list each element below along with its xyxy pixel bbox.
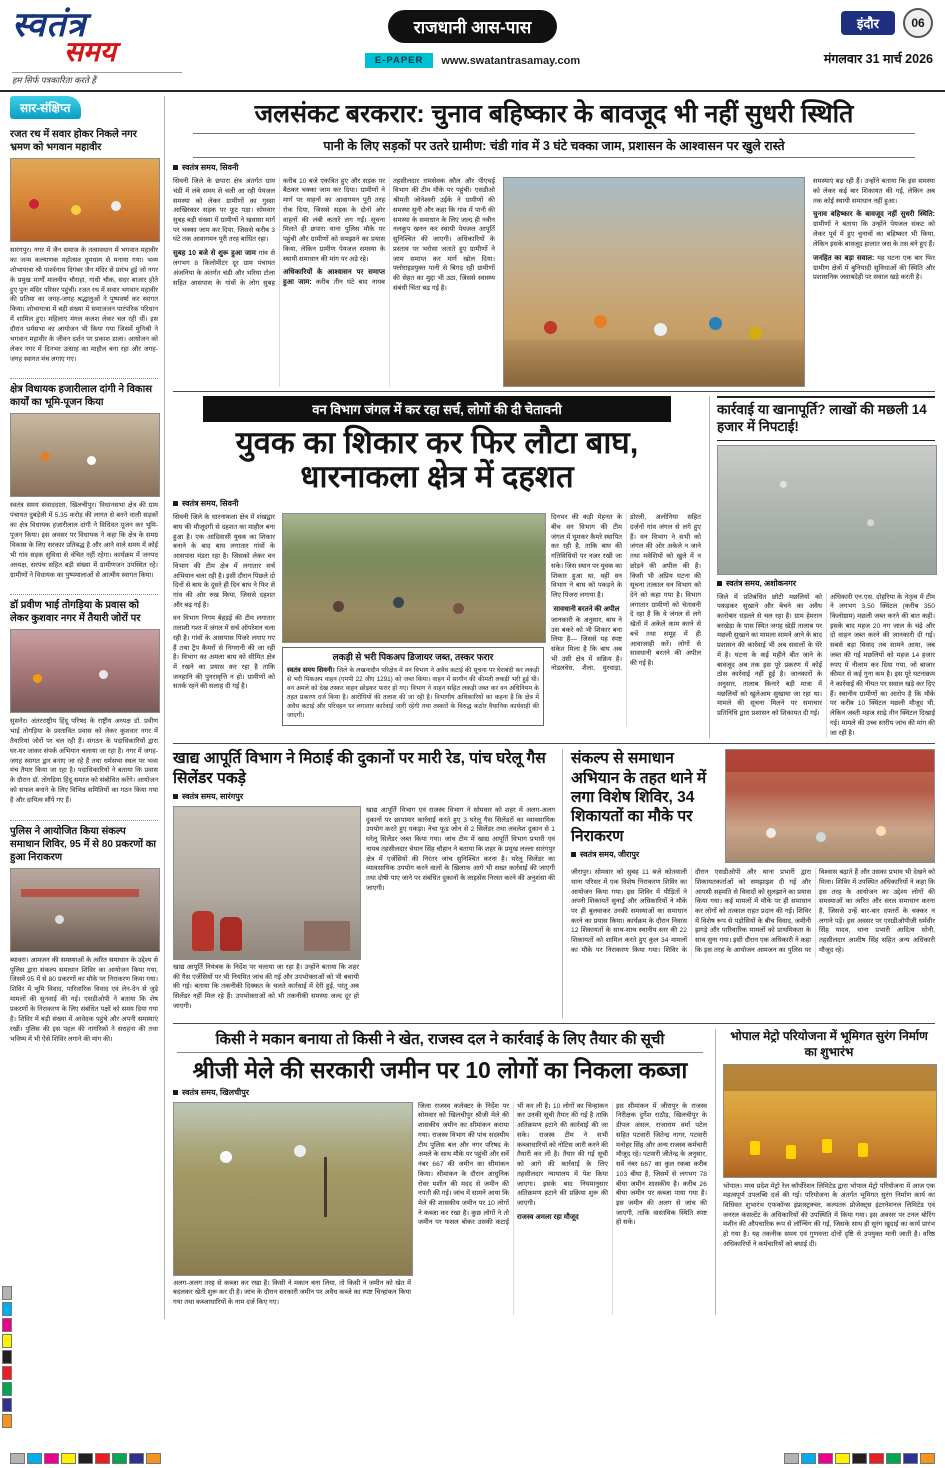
logo-line1: स्वतंत्र — [12, 6, 87, 44]
color-mark — [112, 1453, 127, 1464]
article-paragraph: सिवनी जिले के छपारा क्षेत्र अंतर्गत ग्राम चंडी में लंबे समय से चली आ रही पेयजल समस्या को लेकर ग्रामीणों का गुस्सा आखिरकार सड़क पर फूट पड़ा। सोमवार सुबह बड़ी संख्या में ग्रामीणों ने खवासा मार्ग पर चक्का जाम कर दिया, जिससे करीब 3 घंटे तक आवागमन पूरी तरह बाधित रहा। — [173, 177, 275, 244]
color-mark — [2, 1286, 12, 1300]
color-mark — [835, 1453, 850, 1464]
article-headline: कार्रवाई या खानापूर्ति? लाखों की मछली 14 हजार में निपटाई! — [717, 396, 935, 441]
photo-police-camp — [10, 868, 160, 952]
article-paragraph: अलग-अलग तरह से कब्जा कर रखा है। किसी ने मकान बना लिया, तो किसी ने जमीन को खेत में बदलकर खेती शुरू कर दी है। जांच के दौरान सरकारी जमीन पर अवैध कब्जे का स्पष्ट चिन्हांकन किया गया तथा कब्जाधारियों के नाम दर्ज किए गए। — [173, 1279, 411, 1307]
sidebar-headline: क्षेत्र विधायक हजारीलाल दांगी ने विकास कार्यों का भूमि-पूजन किया — [10, 384, 152, 409]
color-mark — [2, 1334, 12, 1348]
sidebar-body: स्वतंत्र समय संवाददाता, खिलचीपुर। विधानसभा क्षेत्र की ग्राम पंचायत दुबड़ेली में 5.35 करोड़ की लागत से बनने वाली सड़कों का क्षेत्र विधायक हजारीलाल दांगी ने विधिवत पूजन कर भूमि-पूजन किया। इस अवसर पर विधायक ने कहा कि क्षेत्र के समग्र विकास के लिए सरकार प्रतिबद्ध है और आने वाले समय में कोई भी गांव सड़क सुविधा से वंचित नहीं रहेगा। कार्यक्रम में जनपद अध्यक्ष, सरपंच सहित बड़ी संख्या में ग्रामीणजन उपस्थित रहे। ग्रामीणों ने विधायक का पुष्पमालाओं से आत्मीय स्वागत किया। — [10, 502, 158, 579]
article-body — [717, 593, 935, 739]
color-mark — [27, 1453, 42, 1464]
byline — [717, 578, 935, 589]
byline — [173, 162, 935, 173]
inset-box-wood-smuggling — [282, 647, 544, 726]
article-paragraph: राजस्व अमला रहा मौजूद इस सीमांकन में जीरापुर के राजस्व निरीक्षक दुर्गेश राठौड़, खिलचीपुर के डीपल अंसल, राजाराम वर्मा पटेल सहित पटवारी जितेन्द्र नागर, पटवारी मनोहर सिंह और अन्य राजस्व कर्मचारी मौजूद रहे। पटवारी जीतेन्द्र के अनुसार, सर्वे नंबर 667 का कुल रकबा करीब 103 बीघा है, जिसमें से लगभग 78 बीघा जमीन शासकीय है। करीब 26 बीघा जमीन पर कब्जा पाया गया है। इस जमीन की अलग से जांच की जाएगी, ताकि वास्तविक स्थिति स्पष्ट हो सके। — [517, 1102, 707, 1227]
byline-marker-icon — [173, 794, 178, 799]
byline-marker-icon — [173, 501, 178, 506]
kicker-banner: वन विभाग जंगल में कर रहा सर्च, लोगों की दी चेतावनी — [203, 396, 671, 422]
photo-land-survey — [173, 1102, 413, 1276]
article-paragraph: अधिकारियों के आश्वासन पर समाप्त हुआ जाम: करीब तीन घंटे बाद नायब तहसीलदार रामसेवक कौल और पीएचई विभाग की टीम मौके पर पहुंची। एसडीओ श्रीमती जोनेश्वरी उईके ने ग्रामीणों की समस्या सुनी और कहा कि गांव में पानी की समस्या के समाधान के लिए जल्द ही नवीन नलकूप खनन कर स्थायी पेयजल आपूर्ति सुनिश्चित की जाएगी। अधिकारियों के प्रस्ताव पर भरोसा जताते हुए ग्रामीणों ने जाम समाप्त कर मार्ग खोल दिया। फ्लोराइडयुक्त पानी से बिगड़ रही ग्रामीणों की सेहत का मुद्दा भी उठा, जिससे स्वास्थ्य संबंधी चिंता बढ़ गई है। — [283, 177, 495, 292]
color-mark — [903, 1453, 918, 1464]
sidebar-body: सुसनेर। अंतरराष्ट्रीय हिंदू परिषद के राष्ट्रीय अध्यक्ष डॉ. प्रवीण भाई तोगड़िया के प्रस्तावित प्रवास को लेकर कुशवार नगर में तैयारियां जोरों पर चल रही हैं। संगठन के पदाधिकारियों द्वारा घर-घर जाकर संपर्क अभियान चलाया जा रहा है। नगर में जगह-जगह स्वागत द्वार बनाए जा रहे हैं तथा धर्मसभा स्थल पर भव्य मंच तैयार किया जा रहा है। पदाधिकारियों ने बताया कि प्रवास के दौरान डॉ. तोगड़िया हिंदू समाज को संबोधित करेंगे। आयोजन को सफल बनाने के लिए विभिन्न समितियों का गठन किया गया है और दायित्व सौंपे गए हैं। — [10, 718, 158, 805]
article-body — [571, 868, 935, 957]
photo-bhumi-pujan — [10, 413, 160, 497]
byline — [173, 498, 701, 509]
color-mark — [886, 1453, 901, 1464]
article-paragraph: सिवनी जिले के धारनाकला क्षेत्र में शंखद्वार बाघ की मौजूदगी से दहशत का माहौल बना हुआ है। एक आदिवासी युवक का शिकार बनाने के बाद बाघ लगातार गांवों के आसपास मंडरा रहा है। जिसको लेकर वन विभाग की टीम क्षेत्र में लगातार सर्च अभियान चला रही है। इसी दौरान पिछले दो दिनों से बाघ के दूसरे ही दिन बाघ ने फिर से गांव की ओर रुख किया, जिससे दहशत और बढ़ गई है। — [173, 514, 275, 609]
sub-heading: सावधानी बरतने की अपील — [553, 605, 620, 613]
sidebar-briefs-column — [10, 96, 165, 1319]
article-subhead: पानी के लिए सड़कों पर उतरे ग्रामीण: चंडी गांव में 3 घंटे चक्का जाम, प्रशासन के आश्वासन पर खुले रास्ते — [193, 133, 915, 158]
byline-text: स्वतंत्र समय, सारंगपुर — [182, 792, 244, 802]
article-paragraph: जिले में प्रतिबंधित छोटी मछलियों को पकड़कर सुखाने और बेचने का अवैध कारोबार धड़ल्ले से चल रहा है। ग्राम हेमरान बरखेड़ा के पास स्थित जगह खेड़ी तालाब पर मछली सुखाने का मामला सामने आने के बाद प्रशासन की कार्रवाई भी अब सवालों के घेरे में है। घटना के कई महीने बीत जाने के बावजूद अब तक इस पूरे प्रकरण में कोई ठोस कार्रवाई नहीं हुई है। जानकारों के अनुसार, तालाब किनारे बड़ी मात्रा में मछलियों को खुलेआम सुखाया जा रहा था। मामले की सूचना मिलने पर समाचार प्रतिनिधि द्वारा प्रशासन को शिकायत दी गई। — [717, 593, 823, 718]
color-mark — [2, 1318, 12, 1332]
edition-city: इंदौर — [841, 11, 895, 35]
color-mark — [129, 1453, 144, 1464]
color-mark — [10, 1453, 25, 1464]
inset-headline: लकड़ी से भरी पिकअप डिजायर जब्त, तस्कर फरार — [332, 652, 494, 663]
byline-text: स्वतंत्र समय, सिवनी — [182, 162, 239, 172]
inset-byline: स्वतंत्र समय सिवनी। — [287, 667, 335, 675]
sidebar-title: सार-संक्षिप्त — [10, 96, 81, 119]
article-paragraph: भोपाल। मध्य प्रदेश मेट्रो रेल कॉर्पोरेशन लिमिटेड द्वारा भोपाल मेट्रो परियोजना में आज एक महत्वपूर्ण उपलब्धि दर्ज की गई। परियोजना के अंतर्गत भूमिगत सुरंग निर्माण कार्य का विधिवत शुभारंभ एफकॉन्स इंफ्रास्ट्रक्चर, कल्पतरु प्रोजेक्ट्स इंटरनेशनल लिमिटेड एवं जनरल कंसल्टेंट के अधिकारियों की उपस्थिति में किया गया। इस अवसर पर टनल बोरिंग मशीन की औपचारिक रूप से लॉन्चिंग की गई, जिसके साथ ही सुरंग खुदाई का कार्य प्रारंभ हो गया है। यह तकनीक समय एवं गुणवत्ता दोनों दृष्टि से उपयुक्त मानी जाती है। वरिष्ठ अधिकारियों ने कर्मचारियों को बधाई दी। — [723, 1182, 935, 1248]
article-metro-tunnel — [715, 1029, 935, 1314]
sidebar-headline: पुलिस ने आयोजित किया संकल्प समाधान शिविर, 95 में से 80 प्रकरणों का हुआ निराकरण — [10, 825, 157, 863]
article-paragraph: चुनाव बहिष्कार के बावजूद नहीं सुधरी स्थिति: ग्रामीणों ने बताया कि उन्होंने पेयजल संकट को लेकर पूर्व में हुए चुनावों का बहिष्कार भी किया, लेकिन इसके बावजूद हालात जस के तस बने हुए हैं। — [813, 211, 935, 248]
byline-marker-icon — [717, 581, 722, 586]
color-mark — [44, 1453, 59, 1464]
color-mark — [78, 1453, 93, 1464]
sub-heading: राजस्व अमला रहा मौजूद — [517, 1213, 579, 1221]
sidebar-body: ब्यावरा। आमजन की समस्याओं के त्वरित समाधान के उद्देश्य से पुलिस द्वारा संकल्प समाधान शिविर का आयोजन किया गया, जिसमें 95 में से 80 प्रकरणों का मौके पर निराकरण किया गया। शिविर में भूमि विवाद, पारिवारिक विवाद एवं लेन-देन से जुड़े मामलों की सुनवाई की गई। एसडीओपी ने बताया कि शेष प्रकरणों के निराकरण के लिए संबंधित पक्षों को समय दिया गया है। शिविर में बड़ी संख्या में आवेदक पहुंचे और अपनी समस्याएं रखीं। पुलिस की इस पहल की नागरिकों ने सराहना की तथा भविष्य में भी ऐसे शिविर लगाने की मांग की। — [10, 956, 158, 1043]
byline — [173, 1087, 707, 1098]
website-url: www.swatantrasamay.com — [441, 54, 581, 67]
color-mark — [61, 1453, 76, 1464]
color-mark — [2, 1382, 12, 1396]
byline — [571, 849, 717, 860]
article-paragraph: जिला राजस्व कलेक्टर के निर्देश पर सोमवार को खिलचीपुर श्रीजी मेले की शासकीय जमीन का सीमांकन कराया गया। राजस्व विभाग की पांच सदस्यीय टीम पुलिस बल और नगर परिषद के अमले के साथ मौके पर पहुंची और सर्वे नंबर 667 की जमीन का सीमांकन किया। सीमांकन के दौरान आधुनिक रोवर मशीन की मदद से जमीन की नपती की गई। जांच में सामने आया कि मेले की शासकीय जमीन पर 10 लोगों ने कब्जा कर रखा है। कुछ लोगों ने तो जमीन पर फसल बोकर उसकी कटाई भी कर ली है। 10 लोगों का चिन्हांकन कर उनकी सूची तैयार की गई है ताकि अतिक्रमण हटाने की कार्रवाई की जा सके। राजस्व टीम ने सभी कब्जाधारियों को नोटिस जारी करने की तैयारी कर ली है। तैयार की गई सूची को आगे की कार्रवाई के लिए तहसीलदार न्यायालय में पेश किया जाएगा। इसके बाद नियमानुसार अतिक्रमण हटाने की प्रक्रिया शुरू की जाएगी। — [418, 1102, 608, 1227]
page-number: 06 — [903, 8, 933, 38]
color-mark — [95, 1453, 110, 1464]
article-paragraph: दिनभर की कड़ी मेहनत के बीच वन विभाग की टीम जंगल में घूमकर कैमरे स्थापित कर रही है, ताकि बाघ की गतिविधियों पर नजर रखी जा सके। जिस स्थान पर युवक का शिकार हुआ था, वहीं वन विभाग ने बाघ को पकड़ने के लिए पिंजरा लगाया है। — [551, 514, 623, 599]
sidebar-headline: डॉ प्रवीण भाई तोगड़िया के प्रवास को लेकर कुशवार नगर में तैयारी जोरों पर — [10, 600, 141, 624]
article-body-right — [813, 177, 935, 387]
article-headline: संकल्प से समाधान अभियान के तहत थाने में लगा विशेष शिविर, 34 शिकायतों का मौके पर निराकरण — [571, 750, 707, 845]
article-headline: श्रीजी मेले की सरकारी जमीन पर 10 लोगों का निकला कब्जा — [192, 1057, 688, 1084]
color-mark — [920, 1453, 935, 1464]
photo-togadia-preparation — [10, 629, 160, 713]
article-body — [173, 177, 495, 387]
byline-text: स्वतंत्र समय, अशोकनगर — [726, 578, 797, 588]
photo-metro-workers — [723, 1064, 937, 1178]
color-mark — [2, 1414, 12, 1428]
article-police-camp — [571, 749, 935, 1018]
color-mark — [2, 1302, 12, 1316]
dateline: मंगलवार 31 मार्च 2026 — [823, 52, 933, 66]
kicker-line: किसी ने मकान बनाया तो किसी ने खेत, राजस्व दल ने कार्रवाई के लिए तैयार की सूची — [177, 1029, 703, 1053]
sidebar-story — [10, 821, 158, 1059]
byline-marker-icon — [173, 165, 178, 170]
byline-marker-icon — [173, 1090, 178, 1095]
article-food-raid — [173, 749, 563, 1018]
byline-marker-icon — [571, 852, 576, 857]
article-paragraph: जीरापुर। सोमवार को सुबह 11 बजे कोतवाली थाना परिसर में एक विशेष निराकरण शिविर का आयोजन किया गया। इस शिविर में पीड़ितों ने अपनी शिकायतें सुनाईं और अधिकारियों ने मौके पर ही बुलवाकर उनकी समस्याओं का समाधान करने का प्रयास किया। कार्यक्रम के दौरान निवास 12 शिकायतों के साथ-साथ स्थानीय स्तर की 22 शिकायतों को शामिल करते हुए कुल 34 मामलों का मौके पर निराकरण किया गया। शिविर के दौरान एसडीओपी और थाना प्रभारी द्वारा शिकायतकर्ताओं को समझाइश दी गई और आपसी सहमति से विवादों को सुलझाने का प्रयास किया गया। कई मामलों में मौके पर ही समाधान कर लोगों को तत्काल राहत प्रदान की गई। शिविर में विशेष रूप से पड़ोसियों के बीच विवाद, जमीनी झगड़े और पारिवारिक मामलों को प्राथमिकता के साथ सुना गया। इसी दौरान एक अधिकारी ने कहा कि इस तरह के आयोजन आमजन का पुलिस पर विश्वास बढ़ाते हैं और उसका प्रभाव भी देखने को मिला। शिविर में उपस्थित अधिकारियों ने कहा कि इस तरह के आयोजन का उद्देश्य लोगों की समस्याओं का त्वरित और सरल समाधान करना है, जिससे उन्हें बार-बार दफ्तरों के चक्कर न लगाने पड़ें। इस अवसर पर एसडीओपीजी धर्मवीर सिंह यादव, थाना प्रभारी आदित्य सोनी, तहसीलदार आशीष सिंह सहित अन्य अधिकारी मौजूद रहे। — [571, 869, 935, 954]
sidebar-story — [10, 124, 158, 379]
color-mark — [146, 1453, 161, 1464]
article-headline: जलसंकट बरकरार: चुनाव बहिष्कार के बावजूद भी नहीं सुधरी स्थिति — [254, 100, 854, 128]
photo-forest-search-team — [282, 513, 546, 643]
color-mark — [2, 1350, 12, 1364]
print-color-marks-right — [784, 1453, 935, 1464]
article-fish-auction — [709, 396, 935, 739]
epaper-badge: E-PAPER — [365, 53, 434, 68]
color-mark — [784, 1453, 799, 1464]
article-headline: युवक का शिकार कर फिर लौटा बाघ, धारनाकला क्षेत्र में दहशत — [235, 424, 639, 495]
byline — [173, 791, 555, 802]
section-title: राजधानी आस-पास — [388, 10, 557, 43]
color-mark — [869, 1453, 884, 1464]
photo-mahaveer-procession — [10, 158, 160, 242]
newspaper-logo — [12, 8, 247, 86]
article-body-right — [551, 513, 701, 726]
article-paragraph: सुबह 10 बजे से शुरू हुआ जाम गांव से लगभग 8 किलोमीटर दूर ग्राम पंचायत अंजनिया के अंतर्गत चंडी और भरिया टोला सहित आसपास के गांवों के लोग सुबह करीब 10 बजे एकत्रित हुए और सड़क पर बैठकर चक्का जाम कर दिया। ग्रामीणों ने मार्ग पर वाहनों का आवागमन पूरी तरह रोक दिया, जिससे सड़क के दोनों ओर वाहनों की लंबी कतारें लग गईं। सूचना मिलते ही छपारा थाना पुलिस मौके पर पहुंची और ग्रामीणों को समझाने का प्रयास किया, लेकिन ग्रामीण पेयजल समस्या के स्थायी समाधान की मांग पर अड़े रहे। — [173, 177, 385, 287]
color-mark — [801, 1453, 816, 1464]
article-land-encroachment — [173, 1029, 707, 1314]
sidebar-story — [10, 379, 158, 595]
article-paragraph: जनहित का बड़ा सवाल: यह घटना एक बार फिर ग्रामीण क्षेत्रों में बुनियादी सुविधाओं की स्थिति और प्रशासनिक जवाबदेही पर सवाल खड़े करती है। — [813, 254, 935, 282]
article-body-left — [173, 513, 275, 726]
sidebar-story — [10, 595, 158, 821]
logo-line2: समय — [64, 36, 116, 67]
photo-seized-dried-fish — [717, 445, 937, 575]
print-color-marks-left — [10, 1453, 161, 1464]
article-paragraph: वन विभाग निगम बेहड़ई की टीम लगातार तलाशी गश्त में जंगल में सर्च ऑपरेशन चला रही है। गांवों के आसपास पिंजरे लगाए गए हैं तथा ट्रैप कैमरों से निगरानी की जा रही है। विभाग का अमला बाघ को सीमित क्षेत्र में रखने का प्रयास कर रहा है ताकि जनहानि की पुनरावृत्ति न हो। ग्रामीणों को सतर्क रहने की सलाह दी गई है। — [173, 615, 275, 691]
inset-body: स्वतंत्र समय सिवनी। जिले के लखनादौन परिक्षेत्र में वन विभाग ने अवैध कटाई की सूचना पर घेराबंदी कर लकड़ी से भरी पिकअप वाहन (एमपी 22 जीए 1291) को जब्त किया। वाहन में सागौन की कीमती लकड़ी भरी हुई थी। वन अमले को देख तस्कर वाहन छोड़कर फरार हो गए। विभाग ने वाहन सहित लकड़ी जब्त कर वन अधिनियम के तहत प्रकरण दर्ज किया है। आरोपियों की तलाश की जा रही है। विभागीय अधिकारियों का कहना है कि क्षेत्र में अवैध कटाई और परिवहन पर लगातार कार्रवाई जारी रहेगी तथा तस्करों के विरुद्ध कठोर वैधानिक कार्यवाही की जाएगी। — [287, 667, 539, 720]
color-mark — [2, 1366, 12, 1380]
article-headline: भोपाल मेट्रो परियोजना में भूमिगत सुरंग निर्माण का शुभारंभ — [730, 1029, 928, 1059]
byline-text: स्वतंत्र समय, खिलचीपुर — [182, 1087, 250, 1097]
article-paragraph: खाद्य आपूर्ति नियंत्रक के निर्देश पर चलाया जा रहा है। उन्होंने बताया कि शहर की गैस एजेंसियों पर भी नियमित जांच की गई और उपभोक्ताओं को भी बचायी की गई। बताया कि तकनीकी दिक्कत के चलते कार्रवाई में देरी हुई, परंतु अब सिलेंडर नहीं मिल रहे हैं। उपभोक्ताओं को भी तकनीकी समस्या जल्द दूर हो जाएगी। — [173, 964, 359, 1010]
article-body — [418, 1102, 707, 1315]
photo-gas-cylinder-raid — [173, 806, 361, 960]
sidebar-body: सारंगपुर। नगर में जैन समाज के तत्वावधान में भगवान महावीर का जन्म कल्याणक महोत्सव धूमधाम से मनाया गया। भव्य शोभायात्रा श्री पार्श्वनाथ दिगंबर जैन मंदिर से प्रारंभ हुई जो नगर के प्रमुख मार्गों मालवीय चौराहा, गांधी चौक, सदर बाजार होते हुए पुनः मंदिर परिसर पहुंची। रजत रथ में सवार भगवान महावीर की प्रतिमा का जगह-जगह श्रद्धालुओं ने पुष्पवर्षा कर स्वागत किया। शोभायात्रा में बड़ी संख्या में समाजजन पारंपरिक परिधान में शामिल हुए। महिलाएं मंगल कलश लेकर चल रही थीं। इस दौरान धर्मसभा का आयोजन भी किया गया जिसमें मुनिश्री ने भगवान महावीर के जीवन दर्शन पर प्रकाश डाला। आयोजन को लेकर नगर में दिनभर उत्साह का माहौल बना रहा और जगह-जगह स्वागत मंच लगाए गए। — [10, 247, 158, 363]
article-headline: खाद्य आपूर्ति विभाग ने मिठाई की दुकानों पर मारी रेड, पांच घरेलू गैस सिलेंडर पकड़े — [173, 750, 546, 787]
color-mark — [852, 1453, 867, 1464]
photo-resolution-camp — [725, 749, 935, 863]
logo-tagline: हम सिर्फ पत्रकारिता करते हैं — [12, 72, 182, 86]
article-paragraph: खाद्य आपूर्ति विभाग एवं राजस्व विभाग ने सोमवार को शहर में अलग-अलग दुकानों पर छापामार कार्रवाई करते हुए 3 घरेलू गैस सिलेंडरों का व्यावसायिक उपयोग करते हुए पकड़ा। नेचा फूड जोन से 2 सिलेंडर तथा लवलेश दुकान से 1 घरेलू सिलेंडर जब्त किया गया। जांच टीम में खाद्य आपूर्ति विभाग प्रभारी एवं नायब तहसीलदार चेयान सिंह चौहान ने बताया कि शहर के प्रमुख लल्ला सारंगपुर क्षेत्र में एजेंसियों की निरंतर जांच सुनिश्चित करना है। घरेलू सिलेंडर का व्यावसायिक उपयोग करने वालों के खिलाफ आगे भी सख्त कार्रवाई की जाएगी तथा दोषी पाए जाने पर संबंधित दुकानों के लाइसेंस निरस्त करने की अनुशंसा की जाएगी। — [366, 807, 555, 892]
color-mark — [818, 1453, 833, 1464]
print-color-marks-vertical — [2, 1286, 12, 1428]
byline-text: स्वतंत्र समय, सिवनी — [182, 499, 239, 509]
article-paragraph: अधिकारी एन.एस. दोहरिया के नेतृत्व में टीम ने लगभग 3.50 क्विंटल (करीब 350 किलोग्राम) मछली जब्त करने की बात कही। इसके बाद महज 20 नग जाल के चंद्रे और दो वाहन जब्त करने की जानकारी दी गई। सबसे बड़ा विवाद तब सामने आया, जब जब्त की गई मछलियों को महज 14 हजार रुपए में नीलाम कर दिया गया, जो बाजार कीमत से कई गुना कम है। इस पूरे घटनाक्रम ने कार्रवाई की नीयत पर सवाल खड़े कर दिए हैं। स्थानीय ग्रामीणों का आरोप है कि मौके पर करीब 10 क्विंटल मछली मौजूद थी, लेकिन जब्ती महज साढ़े तीन क्विंटल दिखाई गई। मामले की उच्च स्तरीय जांच की मांग की जा रही है। — [830, 593, 935, 737]
article-water-crisis — [173, 96, 935, 392]
article-tiger-terror — [173, 396, 701, 739]
article-paragraph: समस्याएं बढ़ रही हैं। उन्होंने बताया कि इस समस्या को लेकर कई बार शिकायत की गई, लेकिन अब तक कोई स्थायी समाधान नहीं हुआ। — [813, 177, 935, 205]
article-paragraph: सावधानी बरतने की अपील जानकारी के अनुसार, बाघ ने उस बकरे को भी शिकार बना लिया है— जिससे यह स्पष्ट संकेत मिला है कि बाघ अब भी उसी क्षेत्र में सक्रिय है। नोडलवेध, शैला, घुरवाड़ा, डोरली, अलोनिया सहित दर्जनों गांव जंगल से लगे हुए हैं। वन विभाग ने सभी को जंगल की ओर अकेले न जाने तथा मवेशियों को खुले में न छोड़ने की अपील की है। किसी भी अप्रिय घटना की सूचना तत्काल वन विभाग को देने को कहा गया है। विभाग लगातार ग्रामीणों को चेतावनी दे रहा है कि वे जंगल से लगे खेतों में अकेले काम करने से बचें तथा समूह में ही आवाजाही करें। लोगों से सावधानी बरतने की अपील की गई है। — [551, 514, 701, 673]
sidebar-headline: रजत रथ में सवार होकर निकले नगर भ्रमण को भगवान महावीर — [10, 129, 137, 153]
color-mark — [2, 1398, 12, 1412]
byline-text: स्वतंत्र समय, जीरापुर — [580, 850, 640, 860]
masthead — [0, 0, 945, 92]
photo-villagers-water-protest — [503, 177, 805, 387]
